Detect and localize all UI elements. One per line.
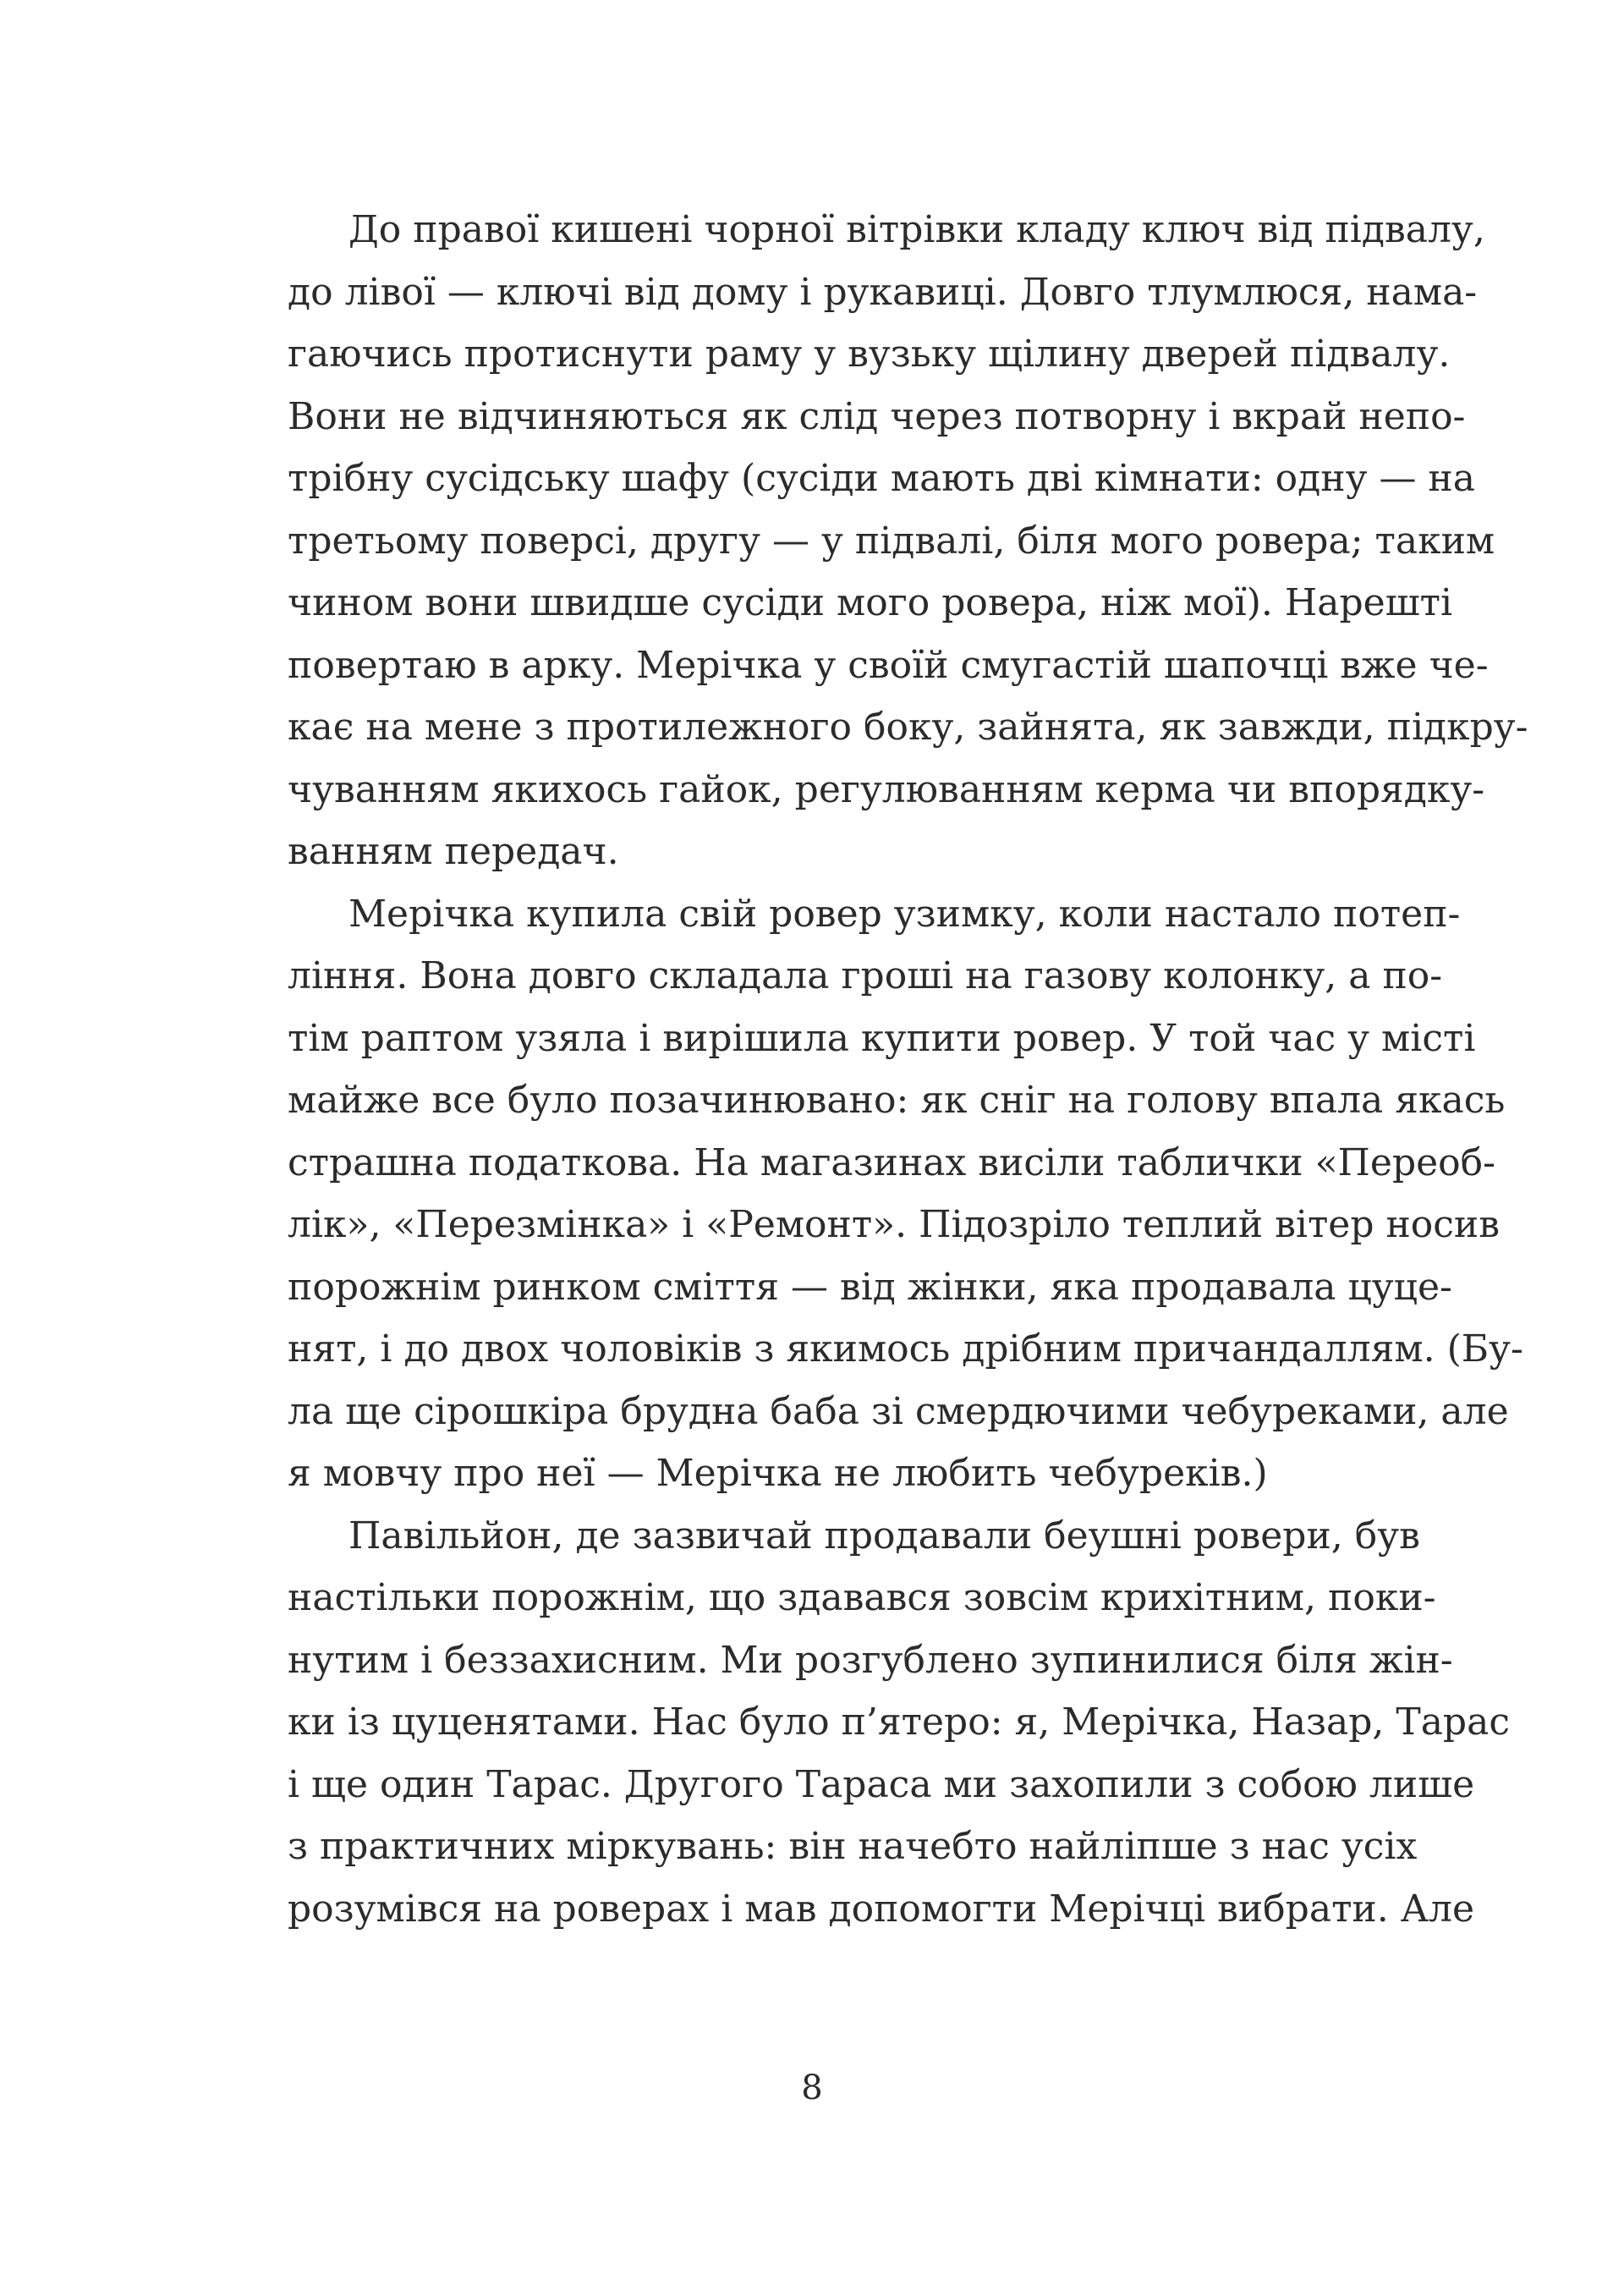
text-line: гаючись протиснути раму у вузьку щілину дверей підвалу. [288, 332, 1451, 376]
text-line: тім раптом узяла і вирішила купити ровер. У той час у місті [288, 1016, 1476, 1060]
body-text [288, 199, 1528, 1940]
text-line: ванням передач. [288, 830, 619, 873]
text-line: Вони не відчиняються як слід через потворну і вкрай непо- [288, 394, 1466, 438]
text-line: до лівої — ключі від дому і рукавиці. Довго тлумлюся, нама- [288, 270, 1478, 314]
text-line: Павільйон, де зазвичай продавали беушні ровери, був [348, 1514, 1420, 1558]
text-line: кає на мене з протилежного боку, зайнята, як завжди, підкру- [288, 706, 1528, 749]
text-line: настільки порожнім, що здавався зовсім крихітним, поки- [288, 1576, 1436, 1619]
text-line: і ще один Тарас. Другого Тараса ми захопили з собою лише [288, 1762, 1475, 1806]
text-line: ління. Вона довго складала гроші на газову колонку, а по- [288, 954, 1443, 997]
page-number: 8 [801, 2068, 823, 2107]
text-line: чуванням якихось гайок, регулюванням керма чи впорядку- [288, 767, 1485, 811]
text-line: страшна податкова. На магазинах висіли таблички «Переоб- [288, 1140, 1496, 1184]
text-line: Мерічка купила свій ровер узимку, коли настало потеп- [348, 892, 1461, 936]
text-line: майже все було позачинювано: як сніг на голову впала якась [288, 1079, 1506, 1122]
text-line: розумівся на роверах і мав допомогти Мерічці вибрати. Але [288, 1887, 1475, 1931]
text-line: я мовчу про неї — Мерічка не любить чебуреків.) [288, 1452, 1268, 1495]
text-line: з практичних міркувань: він начебто найліпше з нас усіх [288, 1825, 1418, 1868]
text-line: ки із цуценятами. Нас було п’ятеро: я, Мерічка, Назар, Тарас [288, 1700, 1510, 1744]
text-line: чином вони швидше сусіди мого ровера, ніж мої). Нарешті [288, 581, 1453, 624]
text-line: нят, і до двох чоловіків з якимось дрібним причандаллям. (Бу- [288, 1327, 1523, 1371]
text-line: порожнім ринком сміття — від жінки, яка продавала цуце- [288, 1265, 1452, 1309]
text-line: нутим і беззахисним. Ми розгублено зупинилися біля жін- [288, 1638, 1453, 1682]
text-line: ла ще сірошкіра брудна баба зі смердючими чебуреками, але [288, 1389, 1509, 1433]
text-line: третьому поверсі, другу — у підвалі, біля мого ровера; таким [288, 519, 1495, 563]
text-line: До правої кишені чорної вітрівки кладу ключ від підвалу, [348, 208, 1485, 251]
text-line: трібну сусідську шафу (сусіди мають дві кімнати: одну — на [288, 457, 1475, 500]
text-line: лік», «Перезмінка» і «Ремонт». Підозріло теплий вітер носив [288, 1203, 1501, 1246]
text-line: повертаю в арку. Мерічка у своїй смугастій шапочці вже че- [288, 643, 1489, 687]
